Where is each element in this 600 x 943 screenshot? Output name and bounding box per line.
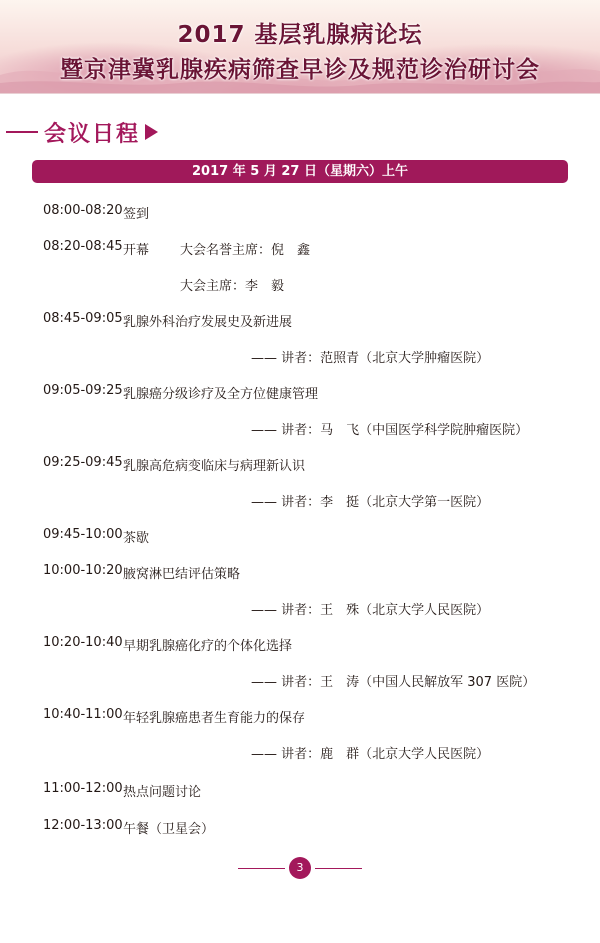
time-slot: 09:05-09:25 <box>43 383 123 398</box>
schedule-row <box>0 383 600 405</box>
session-topic: 茶歇 <box>123 531 150 546</box>
schedule-row <box>0 818 600 840</box>
time-slot: 11:00-12:00 <box>43 781 123 796</box>
footer-rule-right <box>315 868 362 869</box>
schedule-row <box>0 563 600 585</box>
date-banner: 2017 年 5 月 27 日（星期六）上午 <box>32 160 568 183</box>
speaker-row <box>0 491 600 513</box>
event-title-line2: 暨京津冀乳腺疾病筛查早诊及规范诊治研讨会 <box>60 57 540 83</box>
schedule-row <box>0 707 600 729</box>
footer-rule-left <box>238 868 285 869</box>
schedule-row <box>0 527 600 549</box>
speaker-credit: —— 讲者：李 挺（北京大学第一医院） <box>251 495 490 510</box>
event-title-line1: 2017 基层乳腺病论坛 <box>177 22 423 48</box>
time-slot: 09:25-09:45 <box>43 455 123 470</box>
speaker-row <box>0 743 600 765</box>
time-slot: 10:20-10:40 <box>43 635 123 650</box>
triangle-arrow-icon <box>145 124 158 140</box>
speaker-row <box>0 599 600 621</box>
session-topic: 早期乳腺癌化疗的个体化选择 <box>123 639 293 654</box>
speaker-row <box>0 419 600 441</box>
time-slot: 10:40-11:00 <box>43 707 123 722</box>
schedule-row <box>0 203 600 225</box>
page-footer <box>0 857 600 887</box>
speaker-row <box>0 671 600 693</box>
section-heading <box>0 117 300 147</box>
time-slot: 08:45-09:05 <box>43 311 123 326</box>
time-slot: 12:00-13:00 <box>43 818 123 833</box>
session-topic: 午餐（卫星会） <box>123 822 215 837</box>
schedule-row <box>0 275 600 297</box>
speaker-credit: —— 讲者：马 飞（中国医学科学院肿瘤医院） <box>251 423 529 438</box>
schedule-row <box>0 635 600 657</box>
heading-rule <box>6 131 38 133</box>
chair-role: 大会名誉主席：倪 鑫 <box>180 243 311 258</box>
page-number: 3 <box>289 857 311 879</box>
schedule-row <box>0 239 600 261</box>
time-slot: 08:00-08:20 <box>43 203 123 218</box>
time-slot: 10:00-10:20 <box>43 563 123 578</box>
session-topic: 腋窝淋巴结评估策略 <box>123 567 241 582</box>
session-topic: 乳腺外科治疗发展史及新进展 <box>123 315 293 330</box>
time-slot: 08:20-08:45 <box>43 239 123 254</box>
schedule-row <box>0 311 600 333</box>
header-banner <box>0 0 600 94</box>
speaker-credit: —— 讲者：鹿 群（北京大学人民医院） <box>251 747 490 762</box>
session-topic: 年轻乳腺癌患者生育能力的保存 <box>123 711 306 726</box>
session-topic: 乳腺高危病变临床与病理新认识 <box>123 459 306 474</box>
session-topic: 签到 <box>123 207 150 222</box>
session-topic: 乳腺癌分级诊疗及全方位健康管理 <box>123 387 319 402</box>
speaker-credit: —— 讲者：王 涛（中国人民解放军 307 医院） <box>251 675 536 690</box>
schedule-row <box>0 781 600 803</box>
speaker-credit: —— 讲者：王 殊（北京大学人民医院） <box>251 603 490 618</box>
speaker-credit: —— 讲者：范照青（北京大学肿瘤医院） <box>251 351 490 366</box>
time-slot: 09:45-10:00 <box>43 527 123 542</box>
speaker-row <box>0 347 600 369</box>
session-topic: 开幕 <box>123 243 150 258</box>
chair-role: 大会主席：李 毅 <box>180 279 285 294</box>
session-topic: 热点问题讨论 <box>123 785 202 800</box>
section-title: 会议日程 <box>44 122 141 147</box>
schedule-row <box>0 455 600 477</box>
